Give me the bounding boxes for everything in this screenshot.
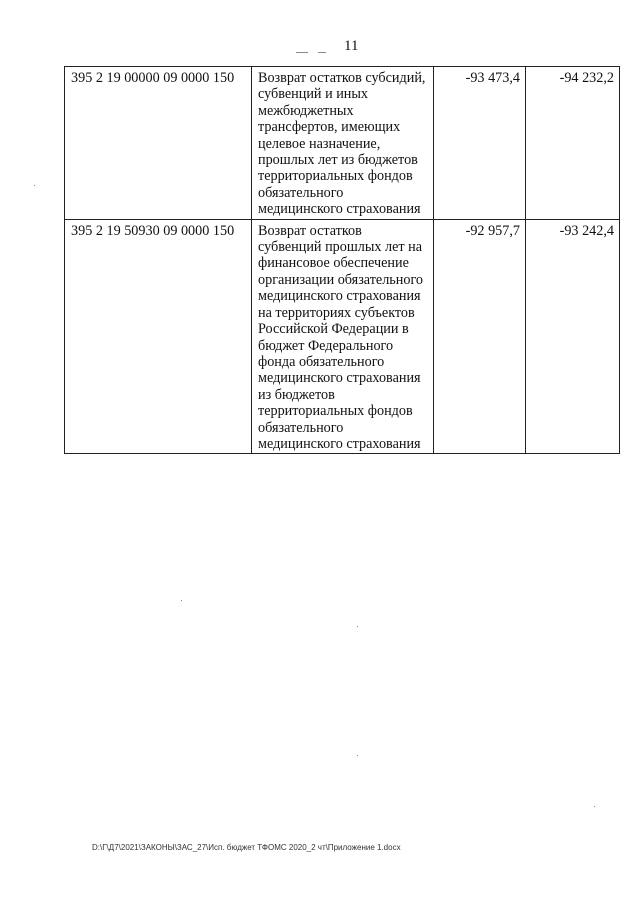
scan-speck: [318, 52, 326, 53]
table-row: [65, 219, 620, 454]
amount-year-2: -93 242,4: [526, 219, 620, 454]
scan-speck: [34, 185, 35, 186]
amount-year-2: -94 232,2: [526, 67, 620, 220]
amount-year-1: -92 957,7: [434, 219, 526, 454]
scan-speck: [296, 52, 308, 53]
table-row: [65, 67, 620, 220]
scan-speck: [357, 626, 358, 627]
page-number: 11: [344, 38, 359, 54]
income-name: Возврат остатков субсидий, субвенций и иных межбюджетных трансфертов, имеющих целевое назначение, прошлых лет из бюджетов территориальных фондов обязательного медицинского страхования: [252, 67, 434, 220]
income-name: Возврат остатков субвенций прошлых лет на финансовое обеспечение организации обязательного медицинского страхования на территориях субъектов Российской Федерации в бюджет Федерального фонда обязательного медицинского страхования из бюджетов территориальных фондов обязательного медицинского страхования: [252, 219, 434, 454]
budget-table: [64, 66, 620, 454]
document-path-footer: D:\Г\Д7\2021\ЗАКОНЫ\ЗАС_27\Исп. бюджет ТФОМС 2020_2 чт\Приложение 1.docx: [92, 843, 401, 852]
scan-speck: [181, 600, 182, 601]
amount-year-1: -93 473,4: [434, 67, 526, 220]
budget-classification-code: 395 2 19 50930 09 0000 150: [65, 219, 252, 454]
scan-speck: [357, 755, 358, 756]
scan-speck: [594, 806, 595, 807]
budget-classification-code: 395 2 19 00000 09 0000 150: [65, 67, 252, 220]
